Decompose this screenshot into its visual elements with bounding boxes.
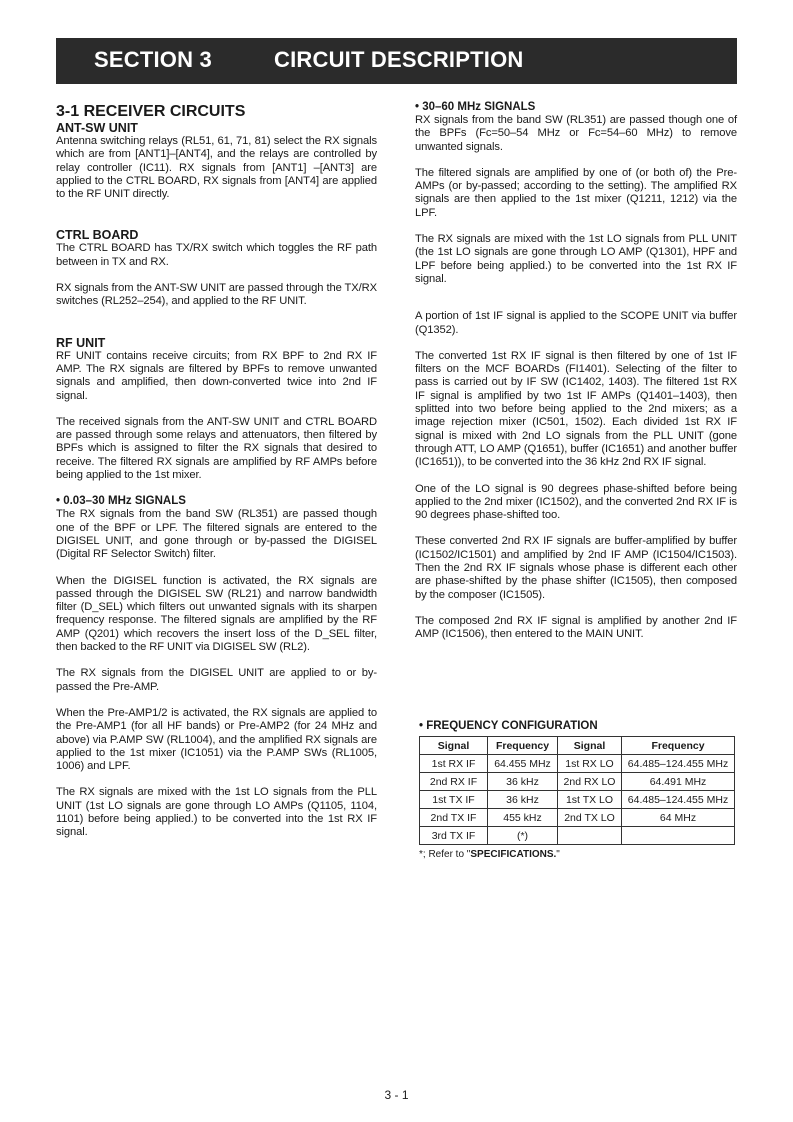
section-banner	[56, 38, 737, 84]
table-cell	[558, 827, 622, 845]
table-footnote	[419, 849, 737, 860]
signals-30-60-paragraph-1: RX signals from the band SW (RL351) are passed though one of the BPFs (Fc=50–54 MHz or Fc=54–60 MHz) to remove unwanted signals.	[415, 114, 737, 153]
section-title: CIRCUIT DESCRIPTION	[274, 47, 524, 72]
ctrl-paragraph-1: The CTRL BOARD has TX/RX switch which toggles the RF path between in TX and RX.	[56, 242, 377, 268]
if-filter-paragraph: The converted 1st RX IF signal is then filtered by one of 1st IF filters on the MCF BOARDs (FI1401). Selecting of the filter to pass is carried out by IF SW (IC1402, 1403). The filtered 1st RX IF signal is amplified by two 1st IF AMPs (Q1401–1403), then splitted into two before being applied to the 2nd mixers; as a image rejection mixer (IC501, 1502). Each divided 1st RX IF signal is mixed with 2nd LO signals from the PLL UNIT (gone through ATT, LO AMP (Q1651), buffer (IC1651) and another buffer (IC1651)), to be converted into the 36 kHz 2nd RX IF signal.	[415, 349, 737, 469]
signals-30-60-heading: • 30–60 MHz SIGNALS	[415, 101, 536, 113]
table-cell: 2nd RX LO	[558, 773, 622, 791]
antsw-heading: ANT-SW UNIT	[56, 121, 138, 135]
table-cell: 1st TX LO	[558, 791, 622, 809]
header-cell: Frequency	[622, 737, 735, 755]
rf-paragraph-1: RF UNIT contains receive circuits; from RX BPF to 2nd RX IF AMP. The RX signals are filtered by BPFs to remove unwanted signals and amplified, then down-converted twice into 2nd IF signal.	[56, 349, 377, 402]
antsw-paragraph: Antenna switching relays (RL51, 61, 71, 81) select the RX signals which are from [ANT1]–[ANT4], and the relays are controlled by relay controller (IC11). RX signals from [ANT1] –[ANT3] are applied to the CTRL BOARD, RX signals from [ANT4] are applied to the RF UNIT directly.	[56, 135, 377, 201]
table-cell: 64.491 MHz	[622, 773, 735, 791]
table-header-row	[420, 737, 735, 755]
frequency-configuration-heading: • FREQUENCY CONFIGURATION	[419, 720, 598, 732]
buffer-amp-paragraph: These converted 2nd RX IF signals are buffer-amplified by buffer (IC1502/IC1501) and amplified by 2nd IF AMP (IC1504/IC1503). Then the 2nd RX IF signals whose phase is different each other are phase-shifted by the phase shifter (IC1505), then composed by the composer (IC1505).	[415, 535, 737, 601]
signals-30-60-paragraph-3: The RX signals are mixed with the 1st LO signals from PLL UNIT (the 1st LO signals are gone through LO AMP (Q1301), HPF and LPF before being applied.) to be converted into the 1st RX IF signal.	[415, 233, 737, 285]
right-column	[415, 101, 737, 642]
footnote-prefix: *; Refer to "	[419, 849, 471, 860]
header-cell: Frequency	[488, 737, 558, 755]
table-row	[420, 791, 735, 809]
table-cell: 2nd TX LO	[558, 809, 622, 827]
frequency-table	[419, 736, 735, 845]
rf-paragraph-2: The received signals from the ANT-SW UNIT and CTRL BOARD are passed through some relays and attenuators, then filtered by BPFs which is assigned to filter the RX signals that desired to receive. The filtered RX signals are amplified by RF AMPs before being applied to the 1st mixer.	[56, 415, 377, 482]
table-cell: 64.485–124.455 MHz	[622, 791, 735, 809]
left-column	[56, 103, 377, 840]
table-cell: 1st RX LO	[558, 755, 622, 773]
table-row	[420, 755, 735, 773]
section-number: SECTION 3	[94, 47, 212, 72]
table-cell	[622, 827, 735, 845]
table-cell: 64.455 MHz	[488, 755, 558, 773]
signals-003-30-paragraph-5: The RX signals are mixed with the 1st LO signals from the PLL UNIT (1st LO signals are gone through LO AMPs (Q1105, 1104, 1101) before being applied.) to be converted into the 1st RX IF signal.	[56, 786, 377, 839]
ctrl-heading: CTRL BOARD	[56, 228, 139, 243]
footnote-suffix: "	[556, 849, 560, 860]
table-cell: 3rd TX IF	[420, 827, 488, 845]
receiver-circuits-heading: 3-1 RECEIVER CIRCUITS	[56, 103, 246, 120]
table-cell: 1st TX IF	[420, 791, 488, 809]
table-cell: 2nd RX IF	[420, 773, 488, 791]
header-cell: Signal	[420, 737, 488, 755]
table-row	[420, 827, 735, 845]
table-cell: 36 kHz	[488, 773, 558, 791]
table-cell: 36 kHz	[488, 791, 558, 809]
main-unit-paragraph: The composed 2nd RX IF signal is amplified by another 2nd IF AMP (IC1506), then entered to the MAIN UNIT.	[415, 614, 737, 641]
signals-003-30-paragraph-4: When the Pre-AMP1/2 is activated, the RX signals are applied to the Pre-AMP1 (for all HF bands) or Pre-AMP2 (for 24 MHz and above) via P.AMP SW (RL1004), and the amplified RX signals are applied to the 1st mixer (IC1051) via the P.AMP SWs (RL1005, 1006) and LPF.	[56, 706, 377, 773]
header-cell: Signal	[558, 737, 622, 755]
ctrl-paragraph-2: RX signals from the ANT-SW UNIT are passed through the TX/RX switches (RL252–254), and applied to the RF UNIT.	[56, 282, 377, 308]
table-cell: 1st RX IF	[420, 755, 488, 773]
table-cell: 455 kHz	[488, 809, 558, 827]
scope-paragraph: A portion of 1st IF signal is applied to the SCOPE UNIT via buffer (Q1352).	[415, 310, 737, 336]
signals-003-30-paragraph-3: The RX signals from the DIGISEL UNIT are applied to or by-passed the Pre-AMP.	[56, 667, 377, 693]
table-cell: 64 MHz	[622, 809, 735, 827]
table-cell: (*)	[488, 827, 558, 845]
table-row	[420, 809, 735, 827]
table-cell: 2nd TX IF	[420, 809, 488, 827]
frequency-configuration	[419, 720, 737, 860]
signals-003-30-heading: • 0.03–30 MHz SIGNALS	[56, 495, 186, 508]
page-number: 3 - 1	[384, 1088, 409, 1102]
table-row	[420, 773, 735, 791]
rf-heading: RF UNIT	[56, 335, 106, 350]
signals-003-30-paragraph-2: When the DIGISEL function is activated, the RX signals are passed through the DIGISEL SW (RL21) and narrow bandwidth filter (D_SEL) which filters out unwanted signals with its sharpen frequency response. The filtered signals are amplified by the RF AMP (Q201) which recovers the insert loss of the D_SEL filter, then backed to the RF UNIT via DIGISEL SW (RL2).	[56, 574, 377, 654]
phase-shift-paragraph: One of the LO signal is 90 degrees phase-shifted before being applied to the 2nd mixer (IC1502), and the converted 2nd RX IF is 90 degrees phase-shifted too.	[415, 482, 737, 522]
signals-003-30-paragraph-1: The RX signals from the band SW (RL351) are passed though one of the BPF or LPF. The filtered signals are entered to the DIGISEL UNIT, and gone through or by-passed the DIGISEL (Digital RF Selector Switch) filter.	[56, 508, 377, 561]
signals-30-60-paragraph-2: The filtered signals are amplified by one of (or both of) the Pre-AMPs (or by-passed; according to the setting). The amplified RX signals are then applied to the 1st mixer (Q1211, 1212) via the LPF.	[415, 166, 737, 219]
footnote-specifications: SPECIFICATIONS.	[470, 849, 557, 860]
table-cell: 64.485–124.455 MHz	[622, 755, 735, 773]
